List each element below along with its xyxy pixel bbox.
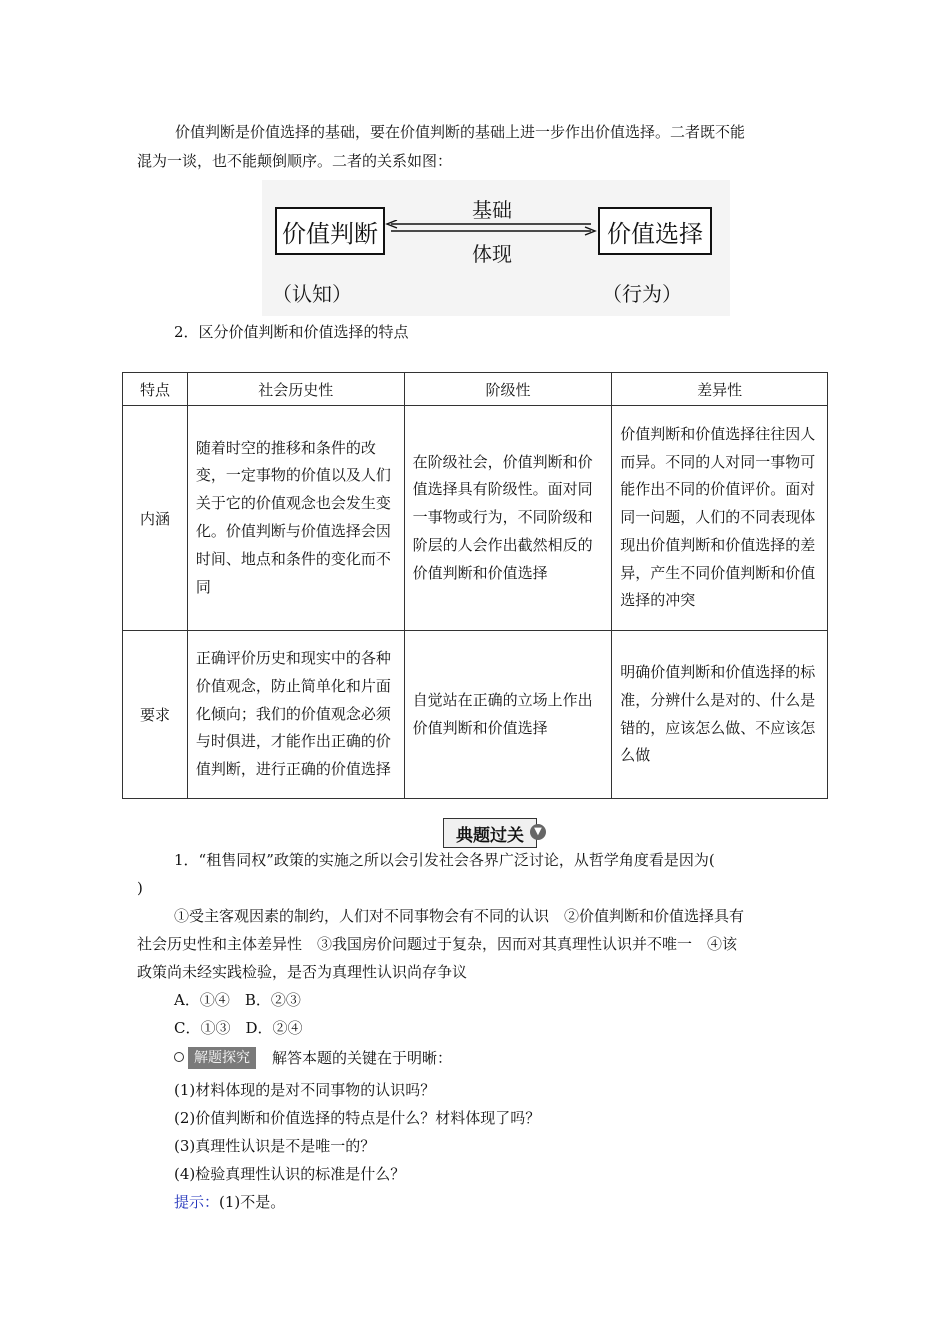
diagram-right-caption: （行为） (602, 282, 682, 306)
diagram-left-box: 价值判断 (275, 207, 385, 255)
table-cell: 正确评价历史和现实中的各种价值观念，防止简单化和片面化倾向；我们的价值观念必须与时俱进，才能作出正确的价值判断，进行正确的价值选择 (187, 631, 404, 799)
explore-question: (3)真理性认识是不是唯一的？ (174, 1137, 376, 1155)
diagram-top-label: 基础 (472, 198, 512, 222)
diagram-double-arrow (385, 220, 597, 236)
comparison-table (122, 372, 828, 799)
choice-cd: C．①③ D．②④ (174, 1019, 303, 1037)
row-label: 要求 (123, 631, 188, 799)
section-2-title: 2．区分价值判断和价值选择的特点 (174, 323, 409, 341)
explore-question: (1)材料体现的是对不同事物的认识吗？ (174, 1081, 436, 1099)
table-cell: 自觉站在正确的立场上作出价值判断和价值选择 (404, 631, 612, 799)
hint-text: (1)不是。 (219, 1193, 286, 1211)
table-header-cell: 阶级性 (404, 373, 612, 406)
explore-tag: 解题探究 (188, 1047, 256, 1069)
question-stem-end: ) (137, 879, 143, 897)
explore-intro: 解答本题的关键在于明晰： (272, 1049, 453, 1067)
diagram-left-caption: （认知） (272, 282, 352, 306)
table-header-cell: 社会历史性 (187, 373, 404, 406)
question-stem: 1．“租售同权”政策的实施之所以会引发社会各界广泛讨论，从哲学角度看是因为( (174, 851, 715, 869)
intro-line-2: 混为一谈，也不能颠倒顺序。二者的关系如图： (137, 152, 453, 170)
table-cell: 明确价值判断和价值选择的标准，分辨什么是对的、什么是错的，应该怎么做、不应该怎么做 (612, 631, 828, 799)
table-cell: 随着时空的推移和条件的改变，一定事物的价值以及人们关于它的价值观念也会发生变化。价值判断与价值选择会因时间、地点和条件的变化而不同 (187, 406, 404, 631)
hint (174, 1188, 285, 1216)
choice-ab: A．①④ B．②③ (174, 991, 301, 1009)
question-options-cont: 政策尚未经实践检验，是否为真理性认识尚存争议 (137, 963, 468, 981)
explore-question: (4)检验真理性认识的标准是什么？ (174, 1165, 406, 1183)
table-header-cell: 特点 (123, 373, 188, 406)
table-cell: 价值判断和价值选择往往因人而异。不同的人对同一事物可能作出不同的价值评价。面对同一问题，人们的不同表现体现出价值判断和价值选择的差异，产生不同价值判断和价值选择的冲突 (612, 406, 828, 631)
hint-label: 提示： (174, 1193, 220, 1211)
chevron-down-icon: ▼ (530, 824, 546, 840)
row-label: 内涵 (123, 406, 188, 631)
explore-question: (2)价值判断和价值选择的特点是什么？材料体现了吗？ (174, 1109, 541, 1127)
diagram-bottom-label: 体现 (472, 242, 512, 266)
diagram-right-box: 价值选择 (598, 207, 712, 255)
question-options-cont: 社会历史性和主体差异性 ③我国房价问题过于复杂，因而对其真理性认识并不唯一 ④该 (137, 935, 738, 953)
intro-line-1: 价值判断是价值选择的基础，要在价值判断的基础上进一步作出价值选择。二者既不能 (175, 123, 746, 141)
table-row (123, 631, 828, 799)
question-options: ①受主客观因素的制约，人们对不同事物会有不同的认识 ②价值判断和价值选择具有 (174, 907, 745, 925)
relationship-diagram (262, 180, 730, 316)
section-header: 典题过关 (443, 818, 537, 848)
table-row (123, 406, 828, 631)
table-header-cell: 差异性 (612, 373, 828, 406)
bullet-icon (174, 1052, 184, 1062)
table-cell: 在阶级社会，价值判断和价值选择具有阶级性。面对同一事物或行为，不同阶级和阶层的人会作出截然相反的价值判断和价值选择 (404, 406, 612, 631)
table-header-row (123, 373, 828, 406)
